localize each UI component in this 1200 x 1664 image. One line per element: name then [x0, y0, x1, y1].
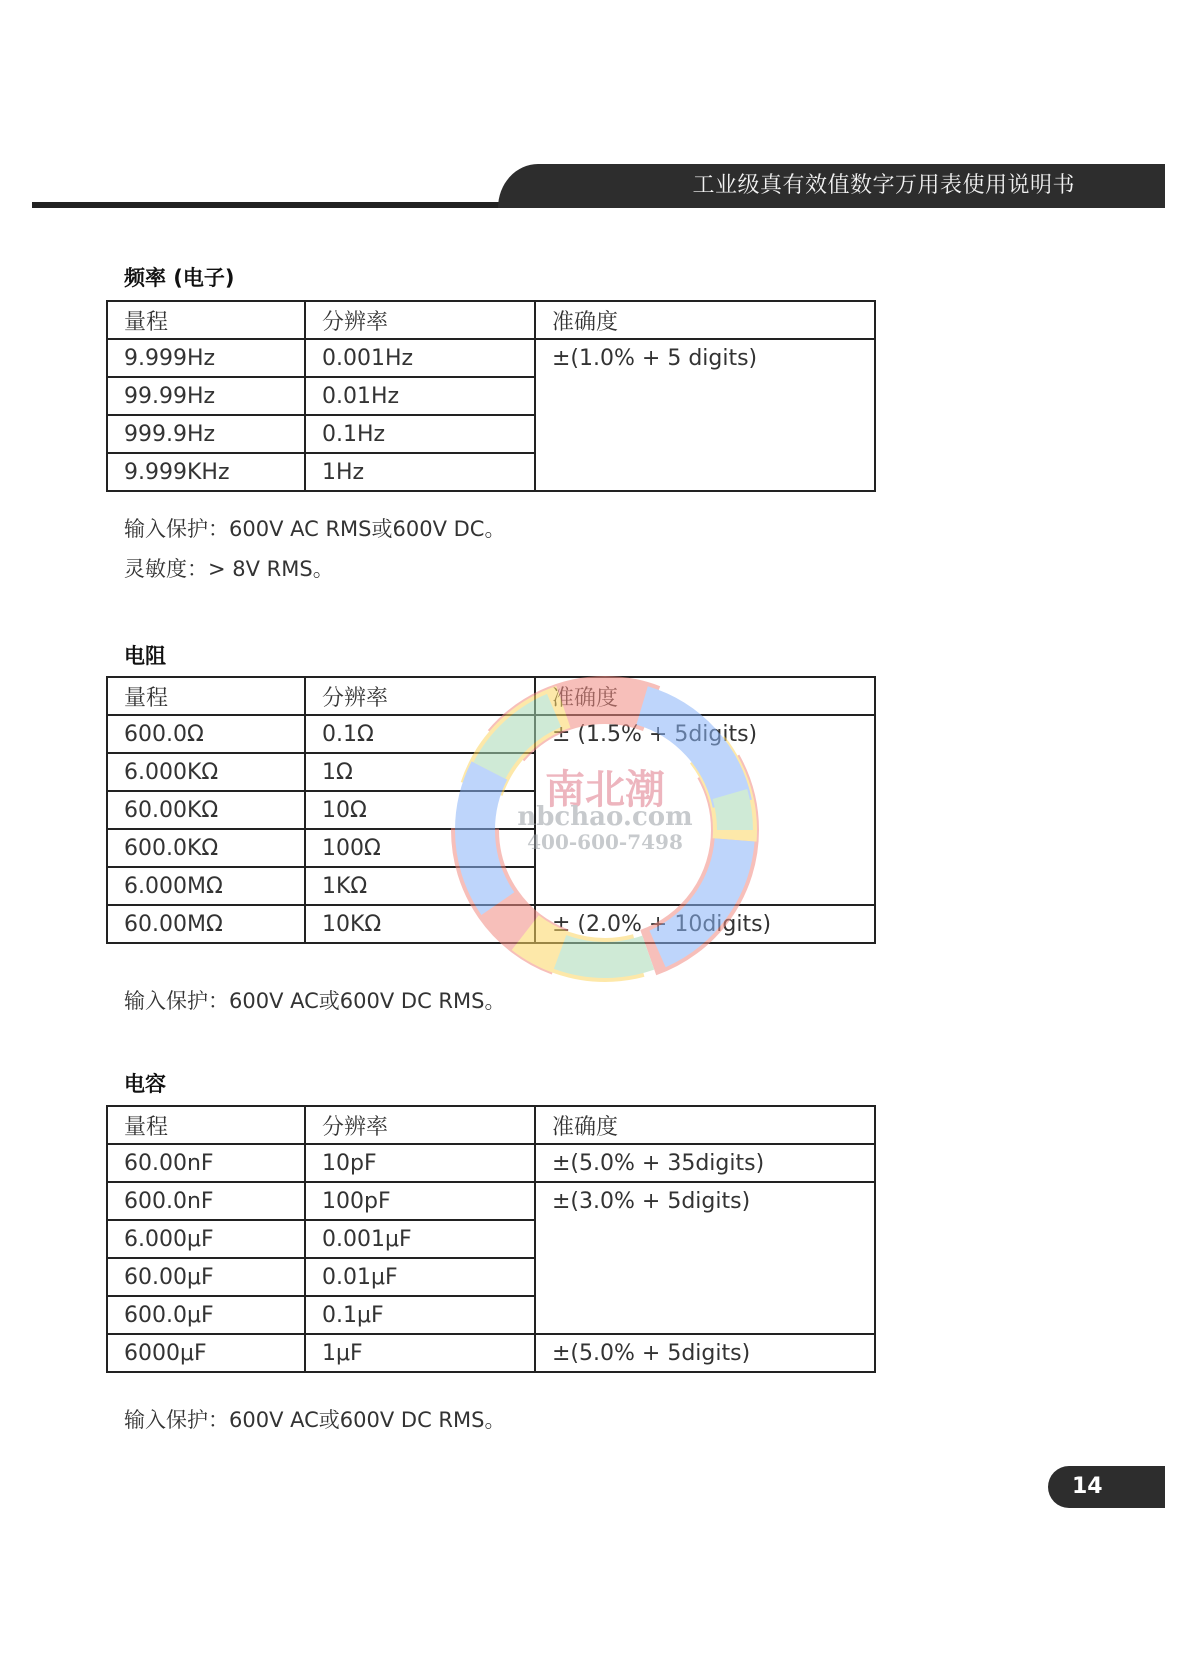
- range-cell: 999.9Hz: [107, 415, 305, 453]
- range-cell: 9.999Hz: [107, 339, 305, 377]
- watermark-site: nbchao.com: [517, 802, 693, 832]
- capacitance-spec-table: [106, 1105, 876, 1373]
- column-header-accuracy: 准确度: [535, 677, 875, 715]
- resolution-cell: 100pF: [305, 1182, 535, 1220]
- range-cell: 99.99Hz: [107, 377, 305, 415]
- resolution-cell: 1μF: [305, 1334, 535, 1372]
- accuracy-cell: ±(5.0% + 35digits): [535, 1144, 875, 1182]
- range-cell: 600.0μF: [107, 1296, 305, 1334]
- table-row: [107, 715, 875, 753]
- column-header-range: 量程: [107, 1106, 305, 1144]
- frequency-spec-table: [106, 300, 876, 492]
- accuracy-cell: ±(1.0% + 5 digits): [535, 339, 875, 491]
- table-row: [107, 339, 875, 377]
- range-cell: 600.0KΩ: [107, 829, 305, 867]
- resolution-cell: 10pF: [305, 1144, 535, 1182]
- resolution-cell: 0.001Hz: [305, 339, 535, 377]
- frequency-sensitivity-note: 灵敏度：> 8V RMS。: [124, 557, 334, 581]
- column-header-resolution: 分辨率: [305, 1106, 535, 1144]
- table-row: [107, 1334, 875, 1372]
- resolution-cell: 0.1μF: [305, 1296, 535, 1334]
- column-header-resolution: 分辨率: [305, 301, 535, 339]
- column-header-accuracy: 准确度: [535, 1106, 875, 1144]
- capacitance-input-protection-note: 输入保护：600V AC或600V DC RMS。: [124, 1408, 506, 1432]
- resolution-cell: 10KΩ: [305, 905, 535, 943]
- watermark-brand: 南北潮: [545, 766, 665, 813]
- accuracy-cell: ±(5.0% + 5digits): [535, 1334, 875, 1372]
- range-cell: 6.000KΩ: [107, 753, 305, 791]
- resolution-cell: 0.01μF: [305, 1258, 535, 1296]
- table-header-row: [107, 677, 875, 715]
- range-cell: 6000μF: [107, 1334, 305, 1372]
- range-cell: 6.000μF: [107, 1220, 305, 1258]
- resolution-cell: 0.1Ω: [305, 715, 535, 753]
- accuracy-cell: ± (1.5% + 5digits): [535, 715, 875, 905]
- table-header-row: [107, 301, 875, 339]
- resolution-cell: 1Ω: [305, 753, 535, 791]
- watermark-phone: 400-600-7498: [527, 830, 683, 854]
- table-row: [107, 1182, 875, 1220]
- range-cell: 60.00MΩ: [107, 905, 305, 943]
- resolution-cell: 10Ω: [305, 791, 535, 829]
- resolution-cell: 0.001μF: [305, 1220, 535, 1258]
- range-cell: 60.00nF: [107, 1144, 305, 1182]
- section-title-capacitance: 电容: [124, 1072, 166, 1096]
- section-title-frequency: 频率 (电子): [124, 266, 235, 290]
- frequency-input-protection-note: 输入保护：600V AC RMS或600V DC。: [124, 517, 506, 541]
- table-header-row: [107, 1106, 875, 1144]
- column-header-range: 量程: [107, 301, 305, 339]
- range-cell: 9.999KHz: [107, 453, 305, 491]
- resistance-spec-table: [106, 676, 876, 944]
- range-cell: 600.0Ω: [107, 715, 305, 753]
- table-row: [107, 1144, 875, 1182]
- resolution-cell: 1KΩ: [305, 867, 535, 905]
- table-row: [107, 905, 875, 943]
- resistance-input-protection-note: 输入保护：600V AC或600V DC RMS。: [124, 989, 506, 1013]
- page-number: 14: [1048, 1466, 1165, 1508]
- column-header-range: 量程: [107, 677, 305, 715]
- range-cell: 60.00KΩ: [107, 791, 305, 829]
- accuracy-cell: ±(3.0% + 5digits): [535, 1182, 875, 1334]
- range-cell: 6.000MΩ: [107, 867, 305, 905]
- column-header-resolution: 分辨率: [305, 677, 535, 715]
- resolution-cell: 100Ω: [305, 829, 535, 867]
- resolution-cell: 1Hz: [305, 453, 535, 491]
- section-title-resistance: 电阻: [124, 644, 166, 668]
- accuracy-cell: ± (2.0% + 10digits): [535, 905, 875, 943]
- document-title: 工业级真有效值数字万用表使用说明书: [692, 173, 1075, 198]
- range-cell: 60.00μF: [107, 1258, 305, 1296]
- column-header-accuracy: 准确度: [535, 301, 875, 339]
- range-cell: 600.0nF: [107, 1182, 305, 1220]
- resolution-cell: 0.01Hz: [305, 377, 535, 415]
- resolution-cell: 0.1Hz: [305, 415, 535, 453]
